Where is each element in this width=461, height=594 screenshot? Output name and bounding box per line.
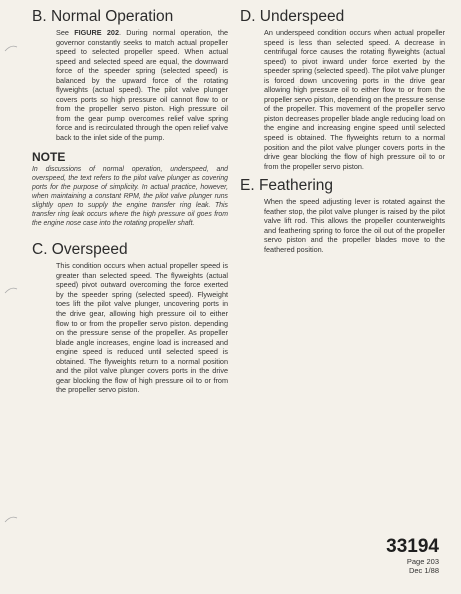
section-heading: D. Underspeed [240,8,345,25]
page-footer [349,537,439,575]
section-body: When the speed adjusting lever is rotated against the feather stop, the pilot valve plunger is raised by the pilot valve lift rod. This allows the propeller counterweights and feathering spring to force the oil out of the propeller servo piston and the propeller blades move to the feathered position. [264,197,445,254]
section-body: This condition occurs when actual propeller speed is greater than selected speed. The flyweights (actual speed) pivot outward overcoming the force exerted by the speeder spring (selected speed). Flyweight toes lift the pilot valve plunger, uncovering ports in the drive gear, allowing high pressure oil to either flow to or from the propeller servo piston. depending on the pressure sense of the propeller. As propeller blade angle increases, engine load is increased and engine speed is reduced until selected speed is obtained. The flyweights return to a normal position and the pilot valve plunger covers ports in the drive gear blocking the flow of high pressure oil to or from the propeller servo piston. [56,261,228,395]
right-column [240,8,445,254]
section-body [56,28,228,143]
note-title: NOTE [32,149,66,164]
figure-reference: FIGURE 202 [74,28,119,37]
binding-hole-mark [4,286,18,294]
body-text-rest: . During normal operation, the governor constantly seeks to match actual propeller speed to selected propeller speed. When actual speed and selected speed are equal, the downward force of the speeder spring (selected speed) is balanced by the upward force of the rotating flyweights (actual speed). The pilot valve plunger covers ports so high pressure oil cannot flow to or from the propeller servo piston. High pressure oil from the gear pump overcomes relief valve spring force and is recirculated through the open relief valve back to the inlet side of the pump. [56,28,229,143]
document-number: 33194 [386,536,439,557]
revision-date: Dec 1/88 [408,566,439,575]
note-text: In discussions of normal operation, underspeed, and overspeed, the text refers to the pilot valve plunger as covering ports for the purpose of simplicity. In actual practice, however, when maintaining a constant RPM, the pilot valve plunger runs slightly open to supply the engine transfer ring leak. This transfer ring leak occurs where the high pressure oil goes from the engine nose case into the rotating propeller shaft. [32,165,228,228]
section-body: An underspeed condition occurs when actual propeller speed is less than selected speed. A decrease in centrifugal force causes the rotating flyweights (actual speed) to pivot inward under force exerted by the speeder spring (selected speed). The pilot valve plunger is forced down uncovering ports in the drive gear allowing high pressure oil to either flow to or from the propeller servo piston, depending on the pressure sense of the propeller. This movement of the propeller servo piston decreases propeller blade angle reducing load on the engine and increasing engine speed until selected speed is obtained. The flyweights return to a normal position and the pilot valve plunger covers ports in the drive gear blocking the flow of high pressure oil to or from the propeller servo piston. [264,28,445,171]
section-heading: C. Overspeed [32,241,128,259]
body-text-lead: See [56,28,75,37]
left-column [32,8,228,395]
section-underspeed [240,8,445,171]
section-overspeed [32,241,228,395]
binding-hole-mark [4,515,18,523]
section-feathering [240,177,445,254]
page-number: Page 203 [406,557,439,566]
binding-hole-mark [4,44,18,52]
note-block [32,151,228,229]
section-heading: E. Feathering [240,177,334,195]
section-heading: B. Normal Operation [32,8,174,25]
section-normal-operation [32,8,228,143]
